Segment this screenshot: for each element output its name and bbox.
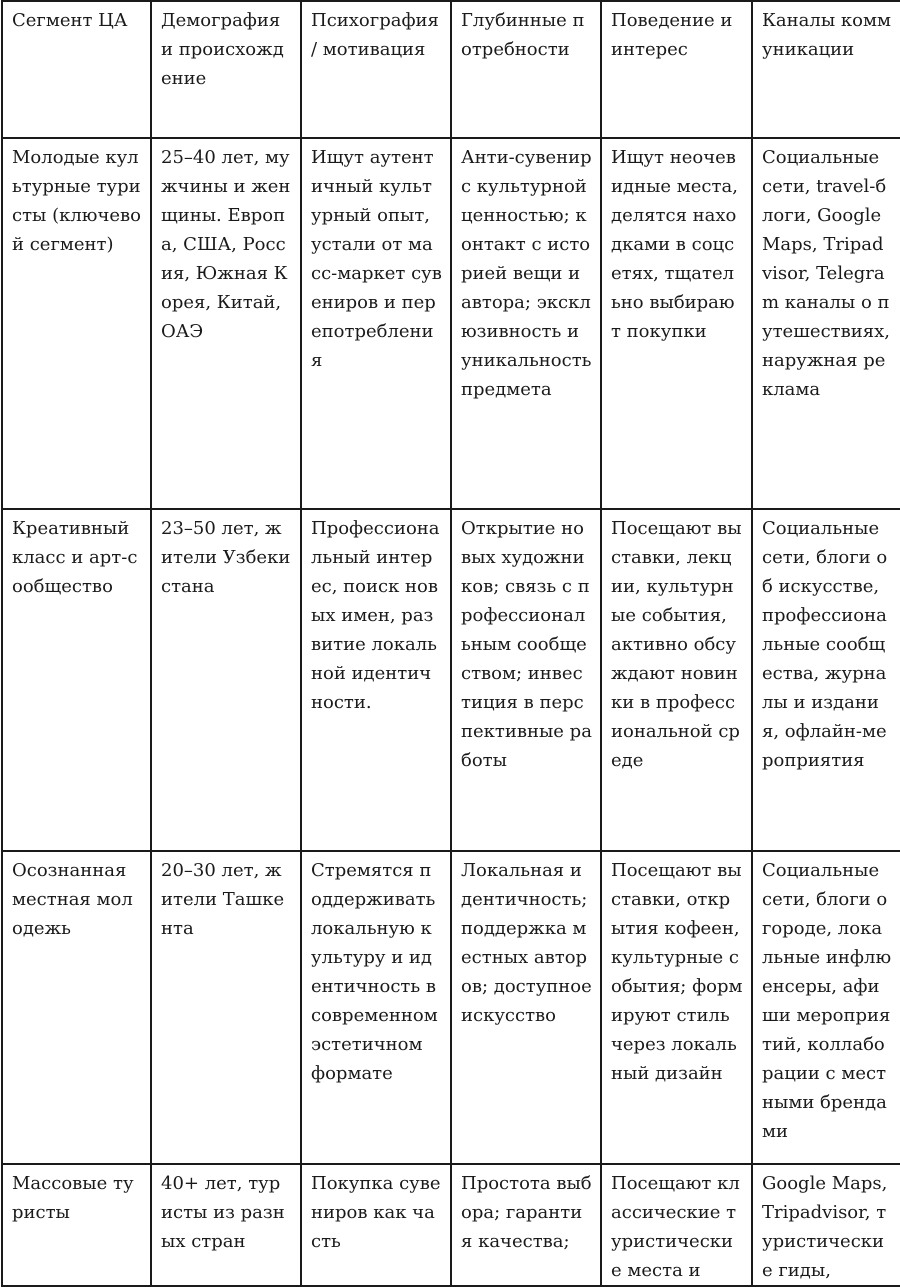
table-cell (151, 509, 301, 851)
table-cell (151, 851, 301, 1164)
cell-text: Анти‑сувенир с культурной ценностью; контакт с историей вещи и автора; эксклюзивность и уникальность предмета (461, 147, 592, 400)
cell-text: 25–40 лет, мужчины и женщины. Европа, США, Россия, Южная Корея, Китай, ОАЭ (161, 147, 291, 342)
cell-text: 40+ лет, туристы из разных стран (161, 1173, 285, 1252)
table-cell (752, 1164, 900, 1286)
cell-text: Креативный класс и арт‑сообщество (12, 518, 138, 597)
cell-text: Посещают классические туристические места и (611, 1173, 740, 1281)
table-cell (451, 509, 601, 851)
table-row (2, 1164, 900, 1286)
cell-text: Социальные сети, блоги о городе, локальные инфлюенсеры, афиши мероприятий, коллаборации с местными брендами (762, 860, 892, 1142)
table-cell (451, 851, 601, 1164)
header-label: Глубинные потребности (461, 10, 585, 60)
table-cell (752, 509, 900, 851)
cell-text: Стремятся поддерживать локальную культуру и идентичность в современном эстетичном формате (311, 860, 438, 1084)
cell-text: Осознанная местная молодежь (12, 860, 133, 939)
table-cell (601, 138, 752, 509)
table-row (2, 851, 900, 1164)
table-cell (451, 138, 601, 509)
table-row (2, 138, 900, 509)
cell-text: Google Maps, Tripadvisor, туристические гиды, (762, 1173, 888, 1281)
table-cell (2, 138, 151, 509)
header-label: Поведение и интерес (611, 10, 733, 60)
cell-text: Посещают выставки, лекции, культурные события, активно обсуждают новинки в профессиональной среде (611, 518, 742, 771)
table-cell (601, 509, 752, 851)
cell-text: Ищут аутентичный культурный опыт, устали от масс‑маркет сувениров и перепотребления (311, 147, 442, 371)
header-cell-channels (752, 1, 900, 138)
header-cell-needs (451, 1, 601, 138)
table-cell (301, 851, 451, 1164)
table-cell (151, 138, 301, 509)
header-label: Психография / мотивация (311, 10, 439, 60)
table-cell (151, 1164, 301, 1286)
table-row (2, 509, 900, 851)
cell-text: Молодые культурные туристы (ключевой сегмент) (12, 147, 141, 255)
cell-text: Профессиональный интерес, поиск новых имен, развитие локальной идентичности. (311, 518, 440, 713)
header-cell-psychography (301, 1, 451, 138)
cell-text: Простота выбора; гарантия качества; (461, 1173, 592, 1252)
table-cell (301, 1164, 451, 1286)
table-cell (301, 509, 451, 851)
cell-text: Локальная идентичность; поддержка местных авторов; доступное искусство (461, 860, 592, 1026)
header-cell-demography (151, 1, 301, 138)
table-cell (301, 138, 451, 509)
table-cell (601, 1164, 752, 1286)
cell-text: Посещают выставки, открытия кофеен, культурные события; формируют стиль через локальный дизайн (611, 860, 743, 1084)
table-cell (2, 1164, 151, 1286)
cell-text: Социальные сети, travel‑блоги, Google Maps, Tripadvisor, Telegram каналы о путешествиях, наружная реклама (762, 147, 890, 400)
cell-text: Открытие новых художников; связь с профессиональным сообществом; инвестиция в перспективные работы (461, 518, 592, 771)
header-cell-segment (2, 1, 151, 138)
cell-text: Массовые туристы (12, 1173, 134, 1223)
header-label: Сегмент ЦА (12, 10, 128, 31)
table-header-row (2, 1, 900, 138)
cell-text: Ищут неочевидные места, делятся находками в соцсетях, тщательно выбирают покупки (611, 147, 738, 342)
segments-table (1, 0, 900, 1287)
header-label: Демография и происхождение (161, 10, 284, 89)
cell-text: Покупка сувениров как часть (311, 1173, 441, 1252)
table-cell (601, 851, 752, 1164)
table-cell (752, 138, 900, 509)
header-label: Каналы коммуникации (762, 10, 891, 60)
table-cell (752, 851, 900, 1164)
table-cell (451, 1164, 601, 1286)
table-cell (2, 509, 151, 851)
cell-text: 23–50 лет, жители Узбекистана (161, 518, 291, 597)
cell-text: Социальные сети, блоги об искусстве, профессиональные сообщества, журналы и издания, офлайн‑мероприятия (762, 518, 888, 771)
table-cell (2, 851, 151, 1164)
cell-text: 20–30 лет, жители Ташкента (161, 860, 285, 939)
header-cell-behavior (601, 1, 752, 138)
